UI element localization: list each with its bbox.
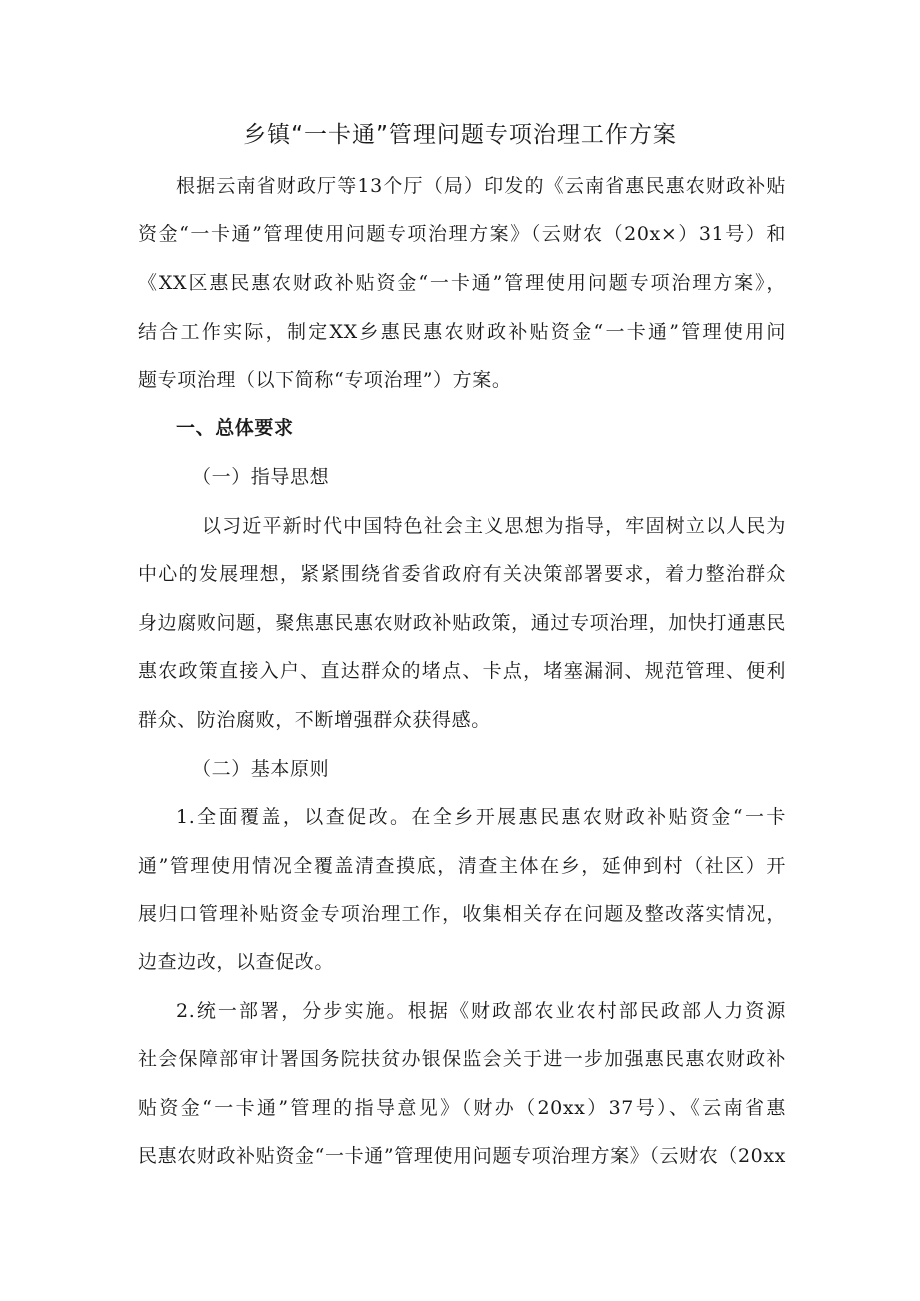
- subsection-heading: （二）基本原则: [192, 758, 330, 780]
- paragraph-line: 题专项治理（以下简称“专项治理”）方案。: [138, 369, 512, 391]
- paragraph-line: 群众、防治腐败，不断增强群众获得感。: [138, 709, 491, 731]
- paragraph-line: 中心的发展理想，紧紧围绕省委省政府有关决策部署要求，着力整治群众: [138, 563, 786, 585]
- paragraph-line: 通”管理使用情况全覆盖清查摸底，清查主体在乡，延伸到村（社区）开: [138, 855, 786, 877]
- paragraph-line: 民惠农财政补贴资金“一卡通”管理使用问题专项治理方案》（云财农（20xx: [138, 1145, 786, 1167]
- paragraph-line: 结合工作实际，制定XX乡惠民惠农财政补贴资金“一卡通”管理使用问: [138, 321, 786, 343]
- paragraph-line: 根据云南省财政厅等13个厅（局）印发的《云南省惠民惠农财政补贴: [176, 175, 786, 197]
- paragraph-line: 惠农政策直接入户、直达群众的堵点、卡点，堵塞漏洞、规范管理、便利: [138, 660, 786, 682]
- paragraph-line: 贴资金“一卡通”管理的指导意见》（财办（20xx）37号）、《云南省惠: [138, 1097, 786, 1119]
- paragraph-line: 以习近平新时代中国特色社会主义思想为指导，牢固树立以人民为: [202, 515, 786, 537]
- section-heading: 一、总体要求: [176, 417, 294, 439]
- paragraph-line: 边查边改，以查促改。: [138, 951, 335, 973]
- paragraph-line: 资金“一卡通”管理使用问题专项治理方案》（云财农（20x×）31号）和: [138, 223, 786, 245]
- paragraph-line: 《XX区惠民惠农财政补贴资金“一卡通”管理使用问题专项治理方案》，: [138, 272, 786, 294]
- document-title: 乡镇“一卡通”管理问题专项治理工作方案: [243, 122, 677, 148]
- paragraph-line: 社会保障部审计署国务院扶贫办银保监会关于进一步加强惠民惠农财政补: [138, 1048, 786, 1070]
- paragraph-line: 展归口管理补贴资金专项治理工作，收集相关存在问题及整改落实情况，: [138, 903, 786, 925]
- paragraph-line: 2.统一部署，分步实施。根据《财政部农业农村部民政部人力资源: [176, 1000, 786, 1022]
- paragraph-line: 1.全面覆盖，以查促改。在全乡开展惠民惠农财政补贴资金“一卡: [176, 806, 786, 828]
- subsection-heading: （一）指导思想: [192, 466, 330, 488]
- paragraph-line: 身边腐败问题，聚焦惠民惠农财政补贴政策，通过专项治理，加快打通惠民: [138, 612, 786, 634]
